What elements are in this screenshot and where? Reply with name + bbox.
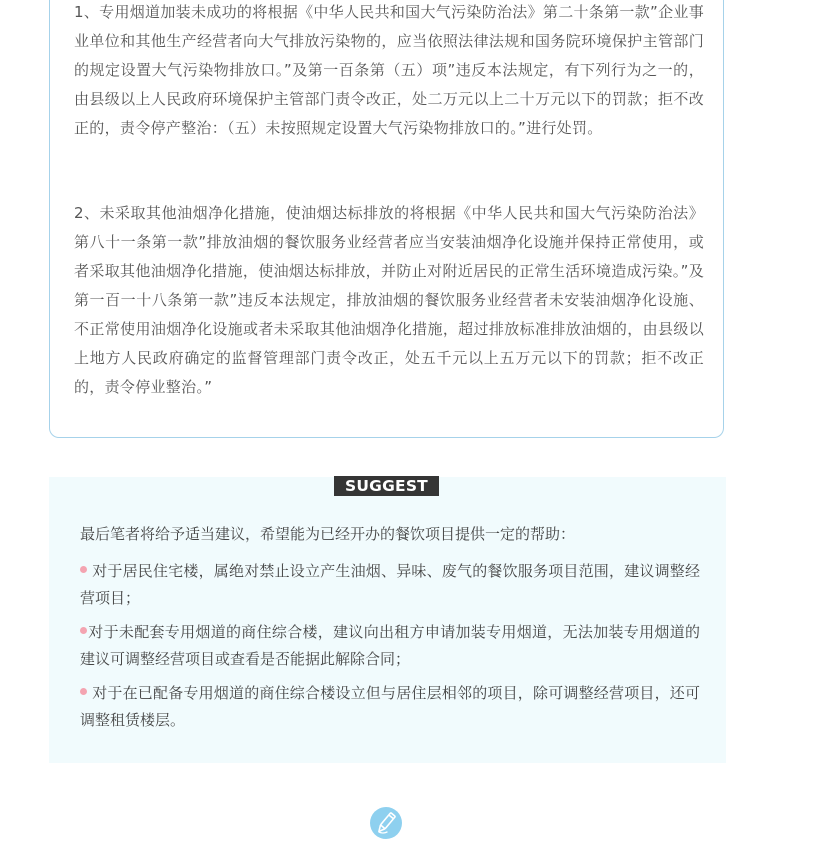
- pink-dot-icon: [80, 627, 87, 634]
- suggest-section: [49, 477, 726, 763]
- law-item-2: 2、未采取其他油烟净化措施，使油烟达标排放的将根据《中华人民共和国大气污染防治法》第八十一条第一款”排放油烟的餐饮服务业经营者应当安装油烟净化设施并保持正常使用，或者采取其他油烟净化措施，使油烟达标排放，并防止对附近居民的正常生活环境造成污染。”及第一百一十八条第一款”违反本法规定，排放油烟的餐饮服务业经营者未安装油烟净化设施、不正常使用油烟净化设施或者未采取其他油烟净化措施，超过排放标准排放油烟的，由县级以上地方人民政府确定的监督管理部门责令改正，处五千元以上五万元以下的罚款；拒不改正的，责令停业整治。”: [74, 204, 704, 396]
- suggest-tip-3: [80, 680, 700, 734]
- suggest-tip-1-text: 对于居民住宅楼，属绝对禁止设立产生油烟、异味、废气的餐饮服务项目范围，建议调整经营项目；: [80, 562, 700, 607]
- suggest-tip-2: [80, 619, 700, 673]
- pencil-icon: [370, 807, 402, 839]
- law-item-1: 1、专用烟道加装未成功的将根据《中华人民共和国大气污染防治法》第二十条第一款”企业事业单位和其他生产经营者向大气排放污染物的，应当依照法律法规和国务院环境保护主管部门的规定设置大气污染物排放口。”及第一百条第（五）项”违反本法规定，有下列行为之一的，由县级以上人民政府环境保护主管部门责令改正，处二万元以上二十万元以下的罚款；拒不改正的，责令停产整治：（五）未按照规定设置大气污染物排放口的。”进行处罚。: [74, 3, 704, 137]
- pink-dot-icon: [80, 688, 87, 695]
- suggest-tip-3-text: 对于在已配备专用烟道的商住综合楼设立但与居住层相邻的项目，除可调整经营项目，还可调整租赁楼层。: [80, 684, 700, 729]
- law-citation-box: [49, 0, 724, 438]
- suggest-intro: 最后笔者将给予适当建议，希望能为已经开办的餐饮项目提供一定的帮助：: [80, 525, 576, 543]
- suggest-tip-2-text: 对于未配套专用烟道的商住综合楼，建议向出租方申请加装专用烟道，无法加装专用烟道的建议可调整经营项目或查看是否能据此解除合同；: [80, 623, 700, 668]
- pink-dot-icon: [80, 566, 87, 573]
- suggest-tip-1: [80, 558, 700, 612]
- suggest-heading: SUGGEST: [334, 476, 439, 496]
